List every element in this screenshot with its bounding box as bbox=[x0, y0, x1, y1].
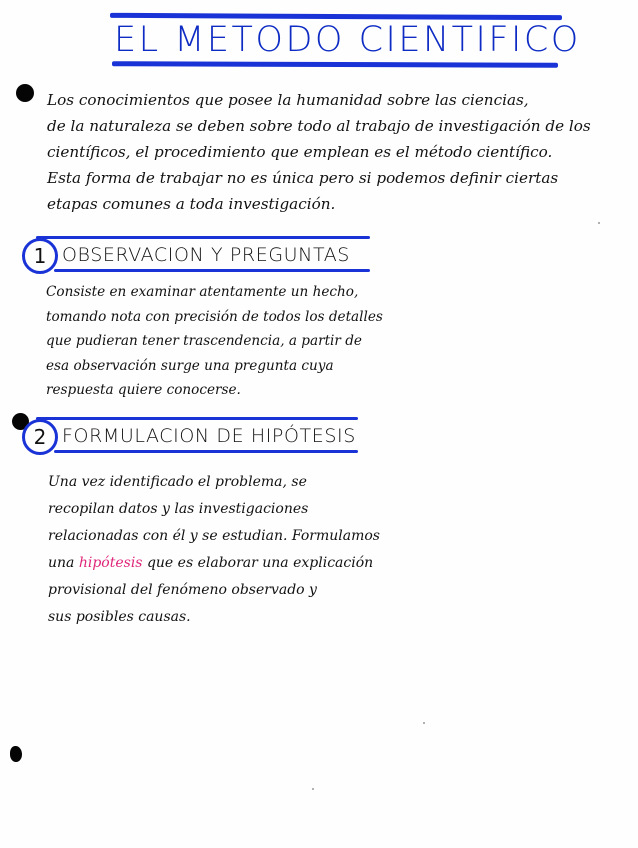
page-title: EL METODO CIENTIFICO bbox=[114, 20, 581, 60]
intro-line: de la naturaleza se deben sobre todo al trabajo de investigación de los bbox=[47, 117, 591, 135]
line-text-before: una bbox=[48, 555, 79, 571]
section-heading-hipotesis bbox=[22, 417, 358, 457]
paragraph-line: Consiste en examinar atentamente un hecho, bbox=[46, 284, 359, 300]
paragraph-line: que pudieran tener trascendencia, a partir de bbox=[46, 333, 362, 349]
binder-hole-bottom bbox=[10, 746, 22, 762]
paper-speck bbox=[312, 788, 314, 790]
observacion-paragraph bbox=[46, 280, 386, 403]
section-underline-top bbox=[36, 417, 358, 420]
paragraph-line: recopilan datos y las investigaciones bbox=[48, 501, 309, 517]
paragraph-line: relacionadas con él y se estudian. Formulamos bbox=[48, 528, 380, 544]
line-text-after: que es elaborar una explicación bbox=[142, 555, 374, 571]
section-heading-label: FORMULACION DE HIPÓTESIS bbox=[62, 425, 356, 447]
section-number-circle: 1 bbox=[22, 238, 58, 274]
intro-line: Los conocimientos que posee la humanidad sobre las ciencias, bbox=[47, 91, 529, 109]
paragraph-line: tomando nota con precisión de todos los detalles bbox=[46, 308, 383, 325]
intro-line: científicos, el procedimiento que emplean es el método científico. bbox=[47, 143, 553, 161]
highlighted-term-hipotesis: hipótesis bbox=[78, 555, 143, 571]
section-underline-top bbox=[36, 236, 370, 239]
paper-speck bbox=[423, 722, 425, 724]
section-heading-label: OBSERVACION Y PREGUNTAS bbox=[62, 244, 350, 266]
intro-paragraph bbox=[47, 87, 617, 217]
binder-hole-top bbox=[16, 84, 34, 102]
title-block bbox=[110, 14, 581, 68]
section-underline-bottom bbox=[54, 269, 370, 272]
paper-speck bbox=[598, 222, 600, 224]
hipotesis-paragraph bbox=[48, 469, 388, 631]
paragraph-line-with-highlight bbox=[48, 550, 388, 577]
section-number-circle: 2 bbox=[22, 419, 58, 455]
intro-line: etapas comunes a toda investigación. bbox=[47, 195, 336, 213]
paragraph-line: sus posibles causas. bbox=[48, 609, 191, 625]
title-underline-bottom bbox=[112, 61, 558, 68]
paragraph-line: esa observación surge una pregunta cuya bbox=[46, 357, 334, 374]
intro-line: Esta forma de trabajar no es única pero si podemos definir ciertas bbox=[47, 169, 559, 187]
section-underline-bottom bbox=[54, 450, 358, 453]
paragraph-line: provisional del fenómeno observado y bbox=[48, 582, 317, 598]
paragraph-line: respuesta quiere conocerse. bbox=[46, 382, 241, 398]
section-heading-observacion bbox=[22, 236, 370, 276]
paragraph-line: Una vez identificado el problema, se bbox=[48, 474, 307, 490]
